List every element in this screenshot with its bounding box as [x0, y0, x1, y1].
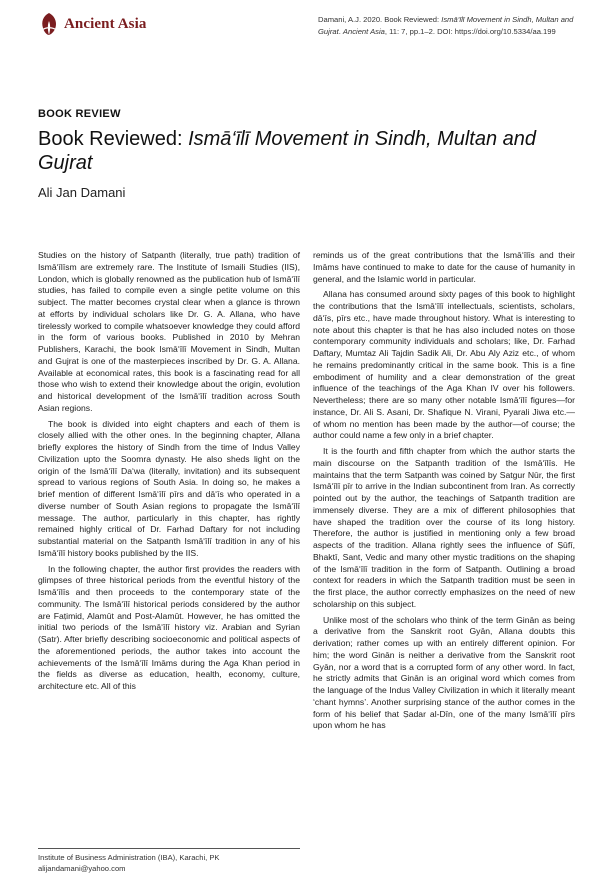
paragraph: The book is divided into eight chapters and each of them is closely allied with the other ones. In the beginning chapter, Allana briefly explores the history of Sindh from the time of Indus Valley Civilization upto the Soomra dynasty. He also sheds light on the origin of the Ismā‘īlī Da‘wa (literally, invitation) and its subsequent spread to various regions of South Asia. In doing so, he makes a brief mention of different Ismā‘īlī pīrs and dā‘īs who operated in a diverse number of South Asian regions to propagate the Ismā‘īlī message. The author, particularly in this chapter, has rightly remained highly critical of Dr. Farhad Daftary for not including substantial material on the Satpanth Ismā‘īlī tradition in any of his Ismā‘īlī history books published by the IIS. [38, 418, 300, 558]
paragraph: Unlike most of the scholars who think of the term Ginān as being a derivative from the Sanskrit root Gyān, Allana doubts this derivation; rather comes up with an entirely different opinion. For him; the word Ginān is neither a derivative from the Sanskrit root Gyān, nor a word that is a corrupted form of any other word. In fact, he strictly admits that Ginān is an original word which comes from the language of the Indus Valley Civilization in which it literally meant ‘chant hymns’. Another surprising stance of the author comes in the form of his belief that Ṣadar al-Dīn, one of the many Ismā‘īlī pīrs upon whom he has [313, 614, 575, 731]
body-columns [38, 250, 583, 865]
journal-name: Ancient Asia [64, 15, 147, 32]
paragraph: Studies on the history of Satpanth (literally, true path) tradition of Ismā‘īlīsm are extremely rare. The Institute of Ismaili Studies (IIS), London, which is globally renowned as the publication hub of Ismā‘īlī studies, has failed to compile even a single petite volume on this subject. The matter becomes crystal clear when a glance is thrown at efforts by individual scholars like Dr. G. A. Allana, who have tirelessly worked to compile whatsoever knowledge they could afford in the form of various books. Published in 2010 by Mehran Publishers, Karachi, the book Ismā‘īlī Movement in Sindh, Multan and Gujrat is one of the masterpieces inscribed by Dr. G. A. Allana. Available at economical rates, this book is a fascinating read for all those who wish to extend their knowledge about the origin, evolution and historical development of the Ismā‘īlī tradition across South Asian regions. [38, 250, 300, 413]
citation: Damani, A.J. 2020. Book Reviewed: Ismā‘īlī Movement in Sindh, Multan and Gujrat. Ancient Asia, 11: 7, pp.1–2. DOI: https://doi.org/10.5334/aa.199 [318, 15, 574, 36]
section-label: BOOK REVIEW [38, 108, 121, 120]
left-column [38, 250, 300, 693]
author-name: Ali Jan Damani [38, 185, 126, 200]
journal-logo [38, 12, 146, 36]
citation-title: Ismā‘īlī Movement in Sindh, Multan and Gujrat [318, 15, 574, 36]
citation-suffix: , 11: 7, pp.1–2. DOI: https://doi.org/10.5334/aa.199 [384, 27, 556, 36]
title-book-name: Ismā‘īlī Movement in Sindh, Multan and Gujrat [38, 128, 537, 174]
author-email[interactable]: alijandamani@yahoo.com [38, 864, 126, 873]
paragraph: In the following chapter, the author first provides the readers with glimpses of three historical periods from the eventful history of the Ismā‘īlīs and then proceeds to the contemporary state of the community. The Ismā‘īlī historical periods considered by the author are Faṭimid, Alamūt and Post-Alamūt. However, he has omitted the initial two periods of the Ismā‘īlī history viz. Arabian and Syrian (Satr). After briefly describing socioeconomic and political aspects of the aforementioned periods, the author takes into account the achievements of the Ismā‘īlī Imāms during the Aga Khan period in the fields as diverse as education, health, economy, culture, architecture etc. All of this [38, 563, 300, 691]
citation-journal: Ancient Asia [342, 27, 385, 36]
right-column [313, 250, 575, 732]
citation-prefix: Damani, A.J. 2020. Book Reviewed: [318, 15, 442, 24]
ancient-asia-logo-icon [38, 12, 60, 36]
title-prefix: Book Reviewed: [38, 128, 189, 150]
footer-divider [38, 848, 300, 849]
paragraph: Allana has consumed around sixty pages of this book to highlight the contributions that the Ismā‘īlī intellectuals, scientists, scholars, dā‘īs, pīrs etc., have made throughout history. What is interesting to note about this chapter is that he has also included notes on those contemporary community individuals and scholars; like, Dr. Farhad Daftary, Mumtaz Ali Tajdin Sadik Ali, Dr. Abu Aly Aziz etc., of whom he remains predominantly critical in the same book. This is a fine embodiment of humility and a clear demonstration of the great influence of the teachings of the Aga Khan IV over his followers. Nevertheless; there are so many other notable Ismā‘īlī figures—for instance, Dr. Ali S. Asani, Dr. Shafique N. Virani, Pyarali Jiwa etc.—of whom no mention has been made by the author—of course; the author could name a few only in a brief chapter. [313, 289, 575, 441]
page-title [38, 127, 583, 175]
paragraph: reminds us of the great contributions that the Ismā‘īlīs and their Imāms have continued to make to date for the cause of humanity in general, and the Islamic world in particular. [313, 250, 575, 284]
paragraph: It is the fourth and fifth chapter from which the author starts the main discourse on the Satpanth tradition of the Ismā‘īlīs. He maintains that the term Satpanth was coined by Satgur Nūr, the first Ismā‘īlī pīr to arrive in the Indian subcontinent from Iran. As correctly pointed out by the author, the teachings of Satpanth tradition are immensely diverse. They are a mix of different philosophies that have shaped the tradition over the course of its long history. Therefore, the author is justified in mentioning only a few broad aspects of the tradition. Allana rightly sees the influence of Ṣūfī, Bhaktī, Sant, Vedic and many other mystic traditions on the shaping of the Ismā‘īlī tradition in the form of Satpanth. Outlining a broad context for readers in which the Satpanth tradition must be seen in the first place, the author correctly emphasizes on the need of new scholarship on this subject. [313, 446, 575, 609]
footer [38, 852, 220, 874]
author-affiliation: Institute of Business Administration (IBA), Karachi, PK [38, 853, 220, 862]
